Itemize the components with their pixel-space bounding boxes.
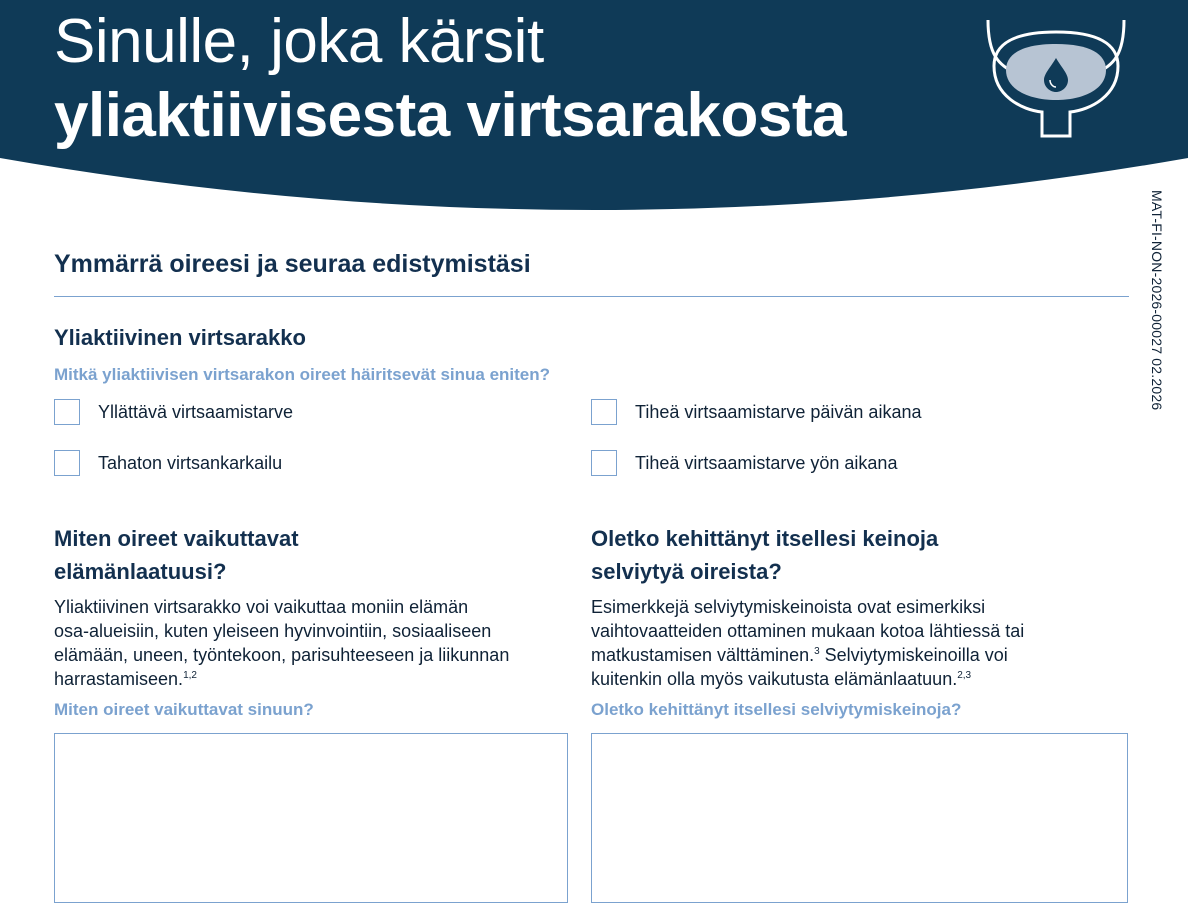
header-banner: [0, 0, 1188, 230]
text-fragment: kuitenkin olla myös vaikutusta elämänlaatuun.: [591, 669, 958, 689]
symptom-option[interactable]: [591, 399, 921, 425]
symptom-option-label: Tiheä virtsaamistarve yön aikana: [635, 452, 898, 473]
section-divider: [54, 296, 1129, 297]
heading-line: elämänlaatuusi?: [54, 559, 227, 584]
reference-sup: 3: [814, 646, 820, 657]
quality-of-life-heading: [54, 522, 299, 588]
impact-answer-field[interactable]: [54, 733, 568, 903]
text-line: elämään, uneen, työntekoon, parisuhteeseen ja liikunnan: [54, 645, 510, 665]
checkbox[interactable]: [591, 399, 617, 425]
symptom-option-label: Tahaton virtsankarkailu: [98, 452, 283, 473]
text-fragment: harrastamiseen.: [54, 669, 184, 689]
checkbox[interactable]: [54, 450, 80, 476]
heading-line: Oletko kehittänyt itsellesi keinoja: [591, 526, 939, 551]
bladder-drop-icon: [978, 14, 1134, 140]
reference-sup: 1,2: [183, 670, 197, 681]
page-title-line2: yliaktiivisesta virtsarakosta: [54, 81, 847, 150]
impact-question: Miten oireet vaikuttavat sinuun?: [54, 700, 314, 719]
heading-line: Miten oireet vaikuttavat: [54, 526, 299, 551]
coping-answer-field[interactable]: [591, 733, 1128, 903]
document-code: MAT-FI-NON-2026-00027 02.2026: [1149, 190, 1165, 411]
symptom-option[interactable]: [591, 450, 897, 476]
symptoms-question: Mitkä yliaktiivisen virtsarakon oireet häiritsevät sinua eniten?: [54, 365, 551, 384]
text-fragment: Selviytymiskeinoilla voi: [819, 645, 1008, 665]
text-line: Esimerkkejä selviytymiskeinoista ovat esimerkiksi: [591, 597, 986, 617]
heading-line: selviytyä oireista?: [591, 559, 782, 584]
symptom-option-label: Tiheä virtsaamistarve päivän aikana: [635, 401, 922, 422]
symptom-option[interactable]: [54, 399, 293, 425]
text-line: [54, 667, 574, 691]
coping-question: Oletko kehittänyt itsellesi selviytymiskeinoja?: [591, 700, 962, 719]
checkbox[interactable]: [54, 399, 80, 425]
section-title: Ymmärrä oireesi ja seuraa edistymistäsi: [54, 250, 531, 278]
text-line: osa-alueisiin, kuten yleiseen hyvinvointiin, sosiaaliseen: [54, 621, 492, 641]
text-line: [591, 667, 1131, 691]
reference-sup: 2,3: [957, 670, 972, 681]
quality-of-life-text: [54, 595, 574, 691]
coping-text: [591, 595, 1131, 691]
symptom-option[interactable]: [54, 450, 282, 476]
coping-heading: [591, 522, 938, 588]
page-title-line1: Sinulle, joka kärsit: [54, 7, 544, 76]
symptom-option-label: Yllättävä virtsaamistarve: [98, 401, 294, 422]
text-fragment: matkustamisen välttäminen.: [591, 645, 815, 665]
symptoms-heading: Yliaktiivinen virtsarakko: [54, 325, 306, 350]
checkbox[interactable]: [591, 450, 617, 476]
text-line: Yliaktiivinen virtsarakko voi vaikuttaa moniin elämän: [54, 597, 469, 617]
text-line: vaihtovaatteiden ottaminen mukaan kotoa lähtiessä tai: [591, 621, 1025, 641]
text-line: [591, 643, 1131, 667]
